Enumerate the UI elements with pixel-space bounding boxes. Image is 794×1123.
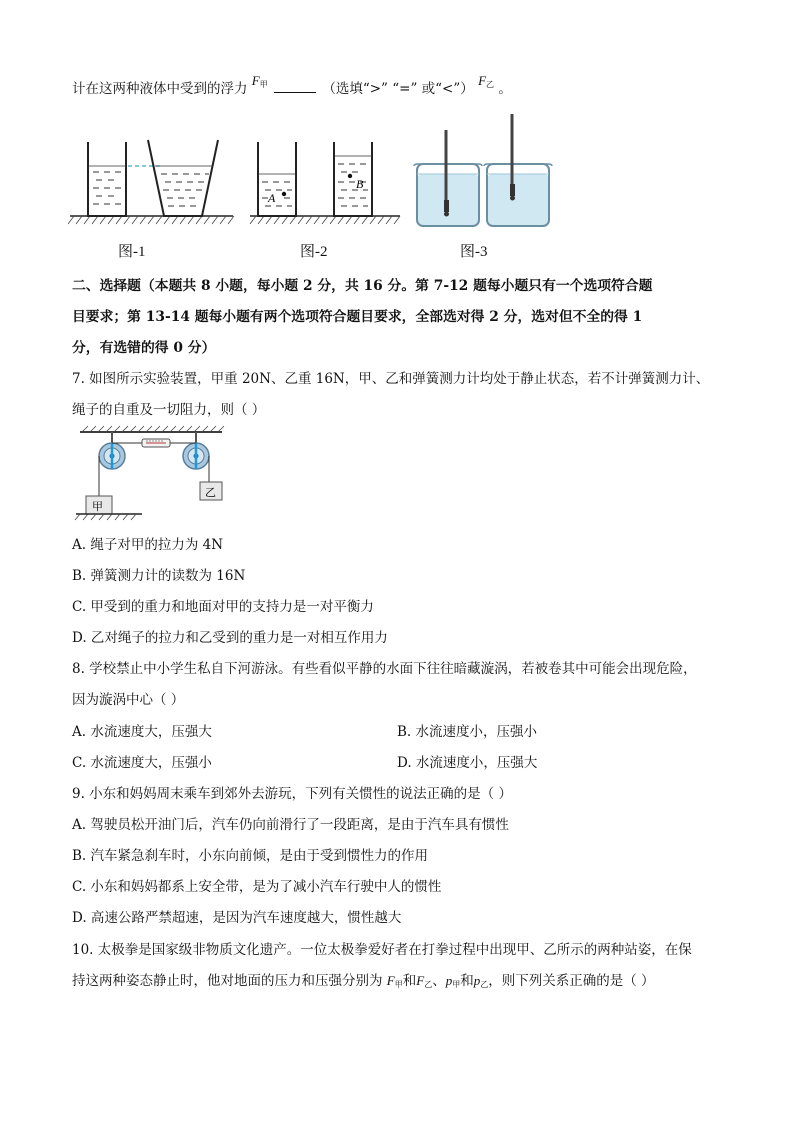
section2-line1: 二、选择题（本题共 8 小题，每小题 2 分，共 16 分。第 7-12 题每小题只有一个选项符合题 (72, 278, 653, 294)
q7-label-jia: 甲 (92, 500, 103, 513)
q8-option-a[interactable]: A. 水流速度大，压强大 (72, 724, 212, 740)
intro-middle: （选填“>” “=” 或“<”） (322, 81, 474, 97)
intro-end: 。 (498, 81, 512, 97)
figure-3 (410, 112, 560, 228)
q7-label-yi: 乙 (205, 486, 216, 499)
section2-line3: 分，有选错的得 0 分） (72, 340, 216, 356)
q10-and-1: 和 (402, 973, 417, 989)
figure-1 (68, 136, 238, 236)
q10-p-yi: $p_乙$ (473, 973, 489, 989)
q7-option-c[interactable]: C. 甲受到的重力和地面对甲的支持力是一对平衡力 (72, 599, 374, 615)
q9-option-c[interactable]: C. 小东和妈妈都系上安全带，是为了减小汽车行驶中人的惯性 (72, 879, 442, 895)
q10-f-jia: $F_甲$ (386, 973, 403, 989)
q8-stem-line1: 8. 学校禁止中小学生私自下河游泳。有些看似平静的水面下往往暗藏漩涡，若被卷其中可能会出现危险， (72, 661, 697, 677)
label-a: A (268, 191, 276, 205)
q10-p-jia: $p_甲$ (445, 973, 461, 989)
q9-stem: 9. 小东和妈妈周末乘车到郊外去游玩，下列有关惯性的说法正确的是（ ） (72, 786, 512, 802)
f-jia-symbol: $F_甲$ (251, 73, 268, 89)
f-yi-symbol: $F_乙$ (478, 73, 495, 89)
q10-comma: 、 (432, 973, 446, 989)
label-b: B (356, 177, 364, 191)
q10-line2-prefix: 持这两种姿态静止时，他对地面的压力和压强分别为 (72, 973, 383, 989)
q8-option-d[interactable]: D. 水流速度小，压强大 (397, 755, 538, 771)
intro-line (72, 73, 512, 102)
q9-option-b[interactable]: B. 汽车紧急刹车时，小东向前倾，是由于受到惯性力的作用 (72, 848, 429, 864)
q7-option-a[interactable]: A. 绳子对甲的拉力为 4N (72, 537, 224, 553)
q8-option-c[interactable]: C. 水流速度大，压强小 (72, 755, 212, 771)
figure-2 (248, 136, 403, 236)
q10-stem-line1: 10. 太极拳是国家级非物质文化遗产。一位太极拳爱好者在打拳过程中出现甲、乙所示的两种站姿，在保 (72, 942, 692, 958)
q8-option-b[interactable]: B. 水流速度小，压强小 (397, 724, 538, 740)
q10-f-yi: $F_乙$ (416, 973, 433, 989)
q8-stem-line2: 因为漩涡中心（ ） (72, 692, 185, 708)
q7-stem-line1: 7. 如图所示实验装置，甲重 20N、乙重 16N，甲、乙和弹簧测力计均处于静止状态，若不计弹簧测力计、 (72, 371, 710, 387)
q9-option-a[interactable]: A. 驾驶员松开油门后，汽车仍向前滑行了一段距离，是由于汽车具有惯性 (72, 817, 509, 833)
figure-3-caption: 图-3 (460, 244, 488, 260)
q7-pulley-diagram (72, 424, 232, 524)
answer-blank[interactable] (274, 79, 316, 93)
q9-option-d[interactable]: D. 高速公路严禁超速，是因为汽车速度越大，惯性越大 (72, 910, 402, 926)
section2-line2: 目要求；第 13-14 题每小题有两个选项符合题目要求，全部选对得 2 分，选对但不全的得 1 (72, 309, 643, 325)
q7-option-d[interactable]: D. 乙对绳子的拉力和乙受到的重力是一对相互作用力 (72, 630, 388, 646)
intro-prefix: 计在这两种液体中受到的浮力 (72, 81, 248, 97)
q10-and-2: 和 (460, 973, 474, 989)
q7-stem-line2: 绳子的自重及一切阻力，则（ ） (72, 402, 266, 418)
figure-2-caption: 图-2 (300, 244, 328, 260)
figure-1-caption: 图-1 (118, 244, 146, 260)
q7-option-b[interactable]: B. 弹簧测力计的读数为 16N (72, 568, 246, 584)
q10-line2-suffix: ，则下列关系正确的是（ ） (488, 973, 655, 989)
q10-stem-line2 (72, 972, 655, 994)
